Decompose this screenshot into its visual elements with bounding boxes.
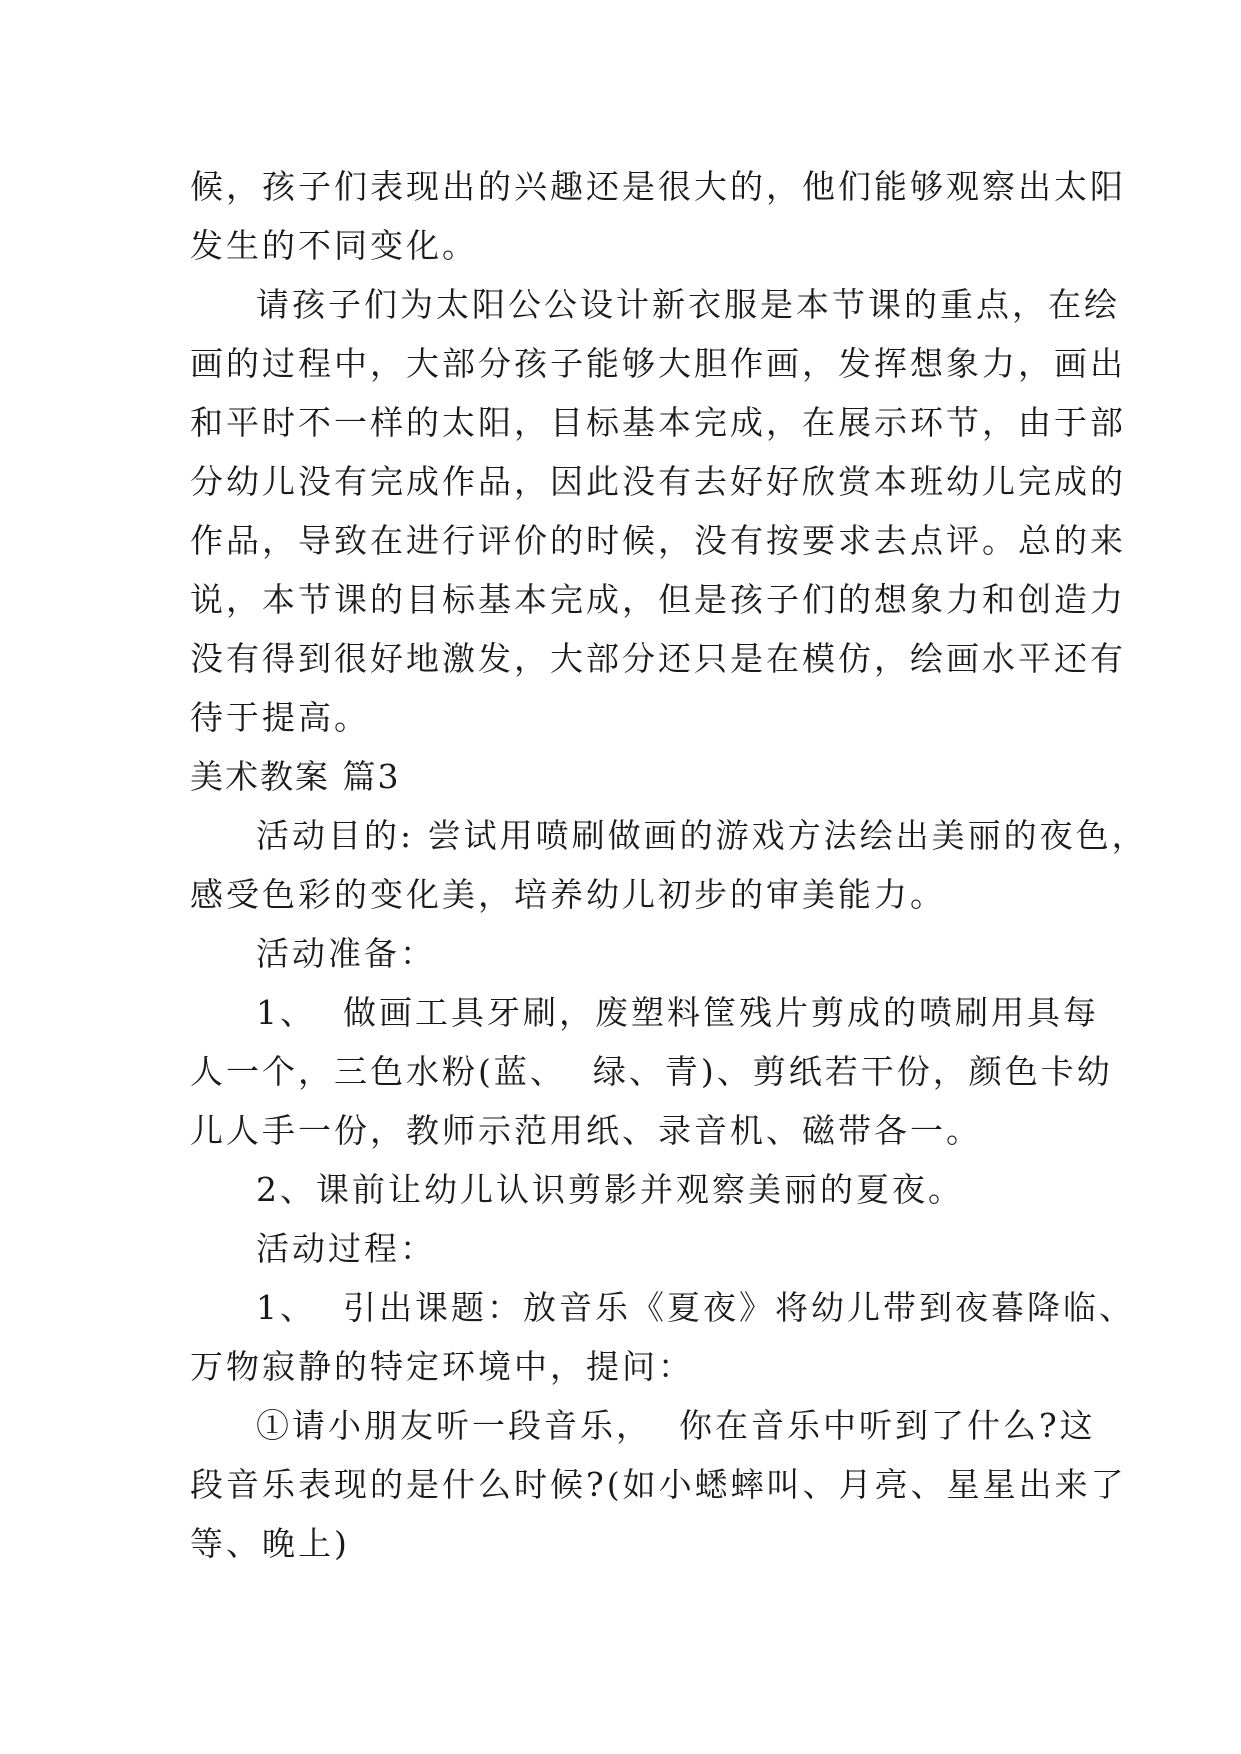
paragraph-start: 1、 引出课题：放音乐《夏夜》将幼儿带到夜暮降临、 [256,1288,1135,1327]
body-line: 等、晚上) [190,1524,350,1563]
section-heading: 美术教案 篇3 [190,757,401,796]
body-line: 没有得到很好地激发，大部分还只是在模仿，绘画水平还有 [190,639,1126,678]
paragraph-start: 1、 做画工具牙刷，废塑料筐残片剪成的喷刷用具每 [256,993,1099,1032]
paragraph-start: 活动目的: 尝试用喷刷做画的游戏方法绘出美丽的夜色， [256,816,1148,855]
body-line: 人一个，三色水粉(蓝、 绿、青)、剪纸若干份，颜色卡幼 [190,1052,1113,1091]
body-line: 儿人手一份，教师示范用纸、录音机、磁带各一。 [190,1111,982,1150]
paragraph-start: 活动准备： [256,934,436,973]
body-line: 说，本节课的目标基本完成，但是孩子们的想象力和创造力 [190,580,1126,619]
body-line: 段音乐表现的是什么时候?(如小蟋蟀叫、月亮、星星出来了 [190,1465,1127,1504]
body-line: 候，孩子们表现出的兴趣还是很大的，他们能够观察出太阳 [190,167,1126,206]
body-line: 待于提高。 [190,698,370,737]
paragraph-start: ①请小朋友听一段音乐， 你在音乐中听到了什么?这 [256,1406,1096,1445]
body-line: 万物寂静的特定环境中，提问： [190,1347,694,1386]
paragraph-start: 活动过程： [256,1229,436,1268]
body-line: 和平时不一样的太阳，目标基本完成，在展示环节，由于部 [190,403,1126,442]
body-line: 作品，导致在进行评价的时候，没有按要求去点评。总的来 [190,521,1126,560]
body-line: 感受色彩的变化美，培养幼儿初步的审美能力。 [190,875,946,914]
body-line: 画的过程中，大部分孩子能够大胆作画，发挥想象力，画出 [190,344,1126,383]
body-line: 分幼儿没有完成作品，因此没有去好好欣赏本班幼儿完成的 [190,462,1126,501]
paragraph-start: 请孩子们为太阳公公设计新衣服是本节课的重点，在绘 [256,285,1120,324]
paragraph-start: 2、课前让幼儿认识剪影并观察美丽的夏夜。 [256,1170,964,1209]
body-line: 发生的不同变化。 [190,226,478,265]
document-body [190,157,1148,1573]
